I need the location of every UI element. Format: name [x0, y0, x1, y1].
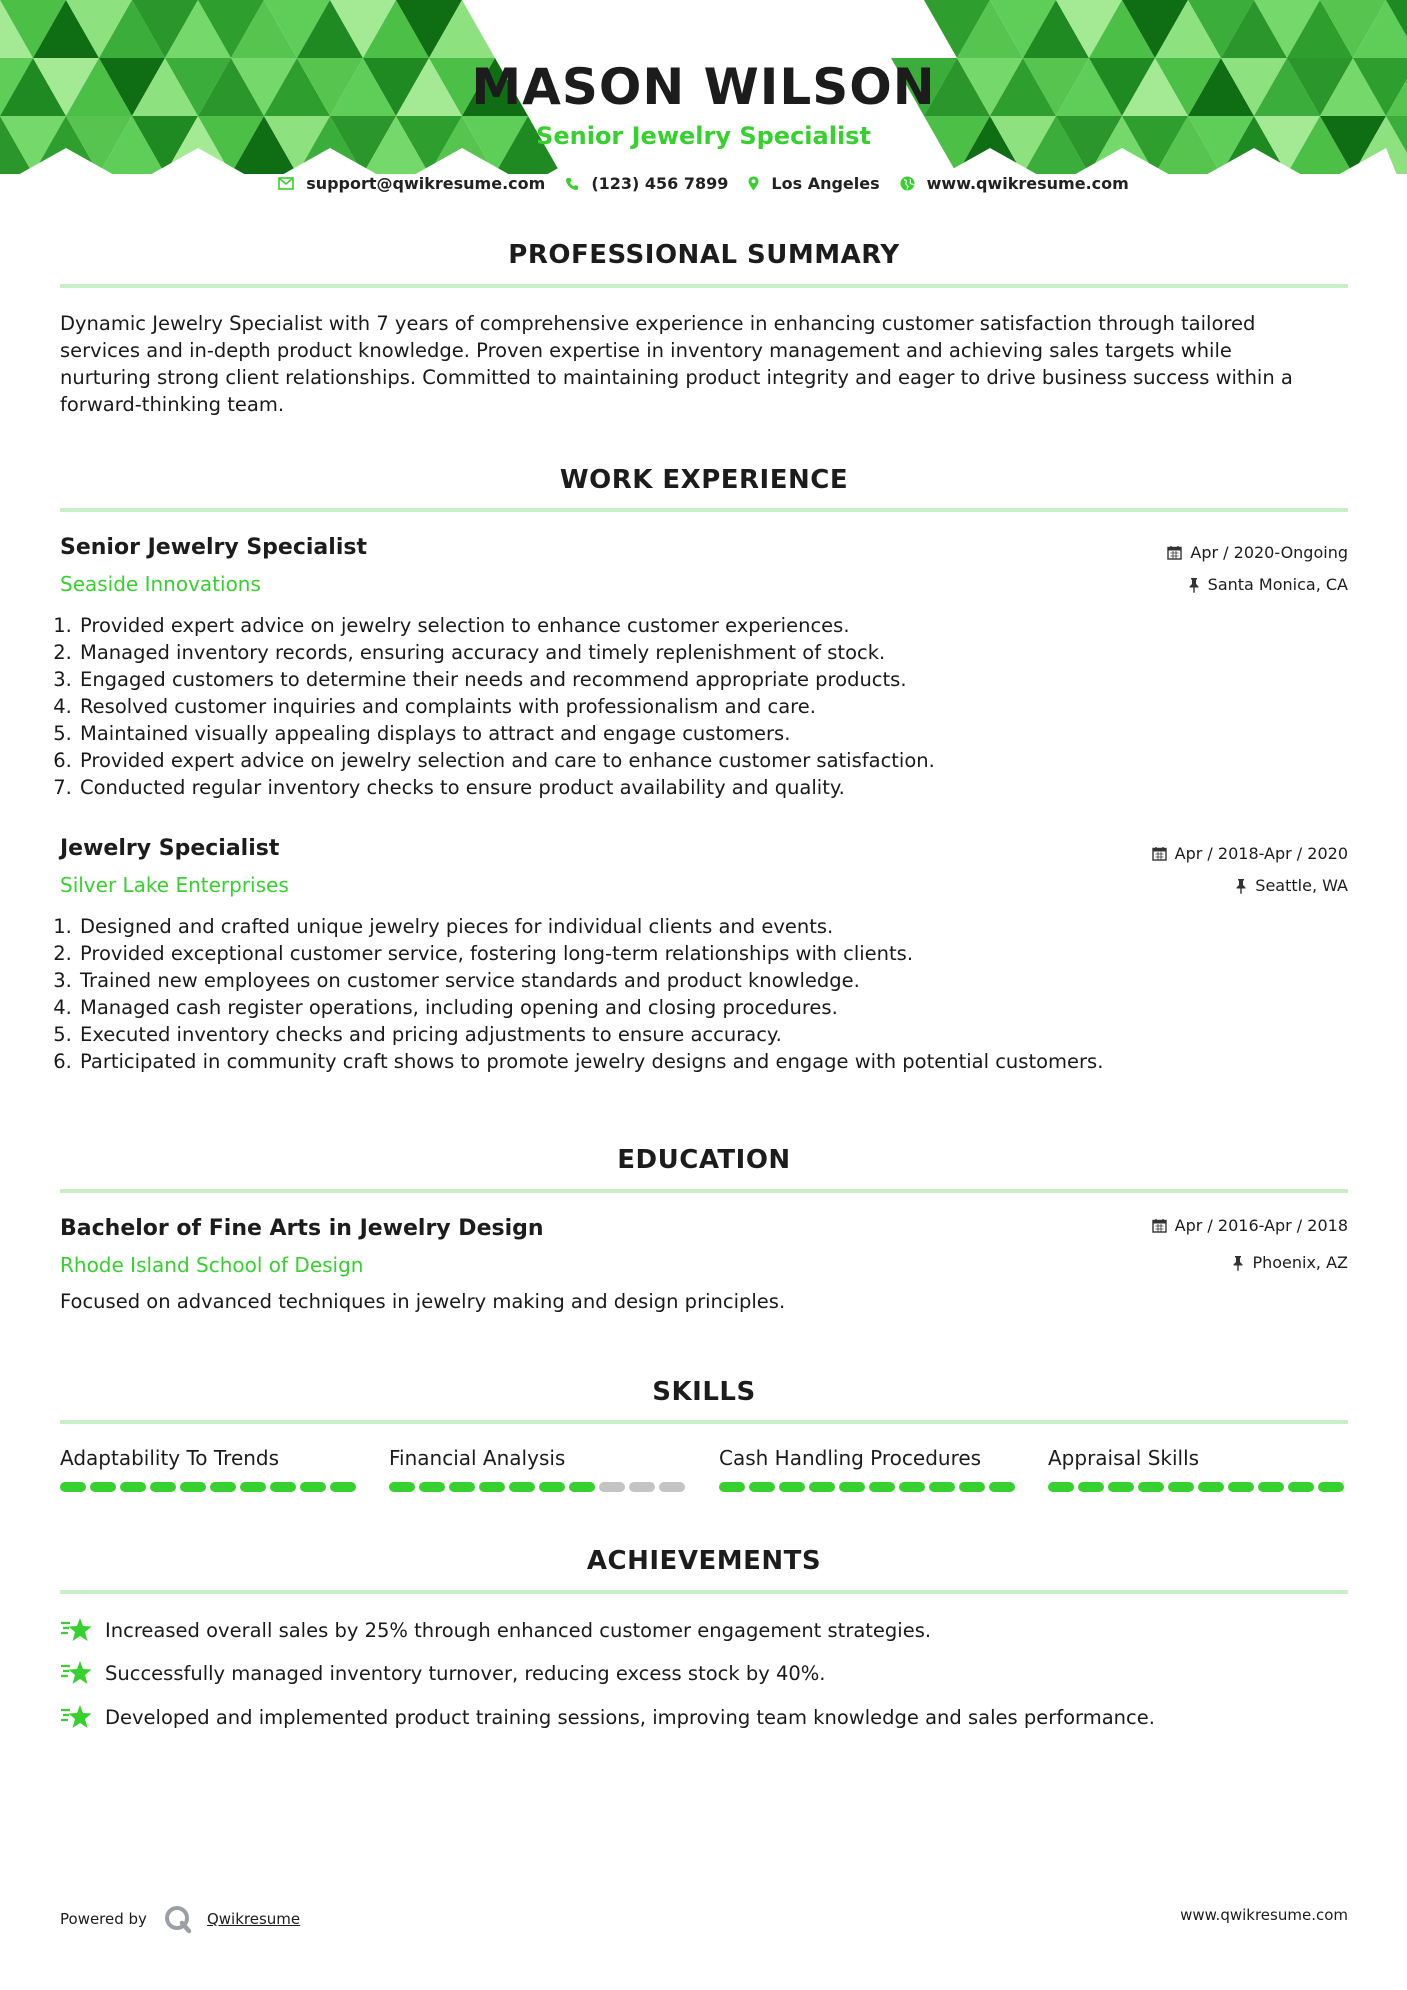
contact-website[interactable] — [900, 174, 1129, 193]
skill-item — [1048, 1446, 1348, 1492]
skill-rating-bar — [389, 1482, 689, 1492]
skill-segment-filled — [1108, 1482, 1134, 1492]
qwikresume-logo-icon — [163, 1904, 193, 1934]
envelope-icon — [278, 177, 294, 190]
skill-segment-filled — [300, 1482, 326, 1492]
skills-heading: SKILLS — [652, 1377, 756, 1407]
education-heading: EDUCATION — [617, 1145, 791, 1175]
phone-text: (123) 456 7899 — [591, 174, 729, 193]
star-icon — [60, 1703, 93, 1731]
summary-line: services and in-depth product knowledge. Proven expertise in inventory management and achieving sales targets while — [60, 339, 1232, 362]
education-location — [1232, 1253, 1348, 1272]
education-description: Focused on advanced techniques in jewelry making and design principles. — [60, 1290, 786, 1313]
skill-segment-filled — [869, 1482, 895, 1492]
list-item: 5. Maintained visually appealing displays to attract and engage customers. — [78, 720, 935, 747]
experience-heading: WORK EXPERIENCE — [559, 465, 849, 495]
list-item: 5. Executed inventory checks and pricing adjustments to ensure accuracy. — [78, 1021, 1103, 1048]
star-icon — [60, 1616, 93, 1644]
skill-rating-bar — [719, 1482, 1019, 1492]
skill-segment-empty — [599, 1482, 625, 1492]
pushpin-icon — [1232, 1255, 1244, 1271]
skills-divider — [60, 1420, 1348, 1424]
contact-email[interactable] — [278, 174, 545, 193]
degree-title: Bachelor of Fine Arts in Jewelry Design — [60, 1216, 544, 1241]
skill-segment-filled — [539, 1482, 565, 1492]
skill-segment-filled — [449, 1482, 475, 1492]
email-text: support@qwikresume.com — [306, 174, 546, 193]
footer-website[interactable]: www.qwikresume.com — [1180, 1906, 1348, 1924]
candidate-role: Senior Jewelry Specialist — [536, 122, 871, 150]
list-item: 7. Conducted regular inventory checks to ensure product availability and quality. — [78, 774, 935, 801]
list-item: 6. Provided expert advice on jewelry selection and care to enhance customer satisfaction. — [78, 747, 935, 774]
education-dates — [1152, 1216, 1348, 1235]
job-title: Jewelry Specialist — [60, 836, 280, 861]
achievements-heading: ACHIEVEMENTS — [586, 1546, 822, 1576]
job-dates-text: Apr / 2020-Ongoing — [1190, 543, 1348, 562]
skill-segment-filled — [899, 1482, 925, 1492]
job-bullets — [52, 612, 935, 801]
skill-segment-filled — [1078, 1482, 1104, 1492]
skill-segment-filled — [270, 1482, 296, 1492]
list-item: 3. Engaged customers to determine their needs and recommend appropriate products. — [78, 666, 935, 693]
star-icon — [60, 1659, 93, 1687]
skill-item — [60, 1446, 360, 1492]
skill-segment-filled — [809, 1482, 835, 1492]
list-item: 4. Resolved customer inquiries and complaints with professionalism and care. — [78, 693, 935, 720]
achievement-text: Increased overall sales by 25% through enhanced customer engagement strategies. — [105, 1618, 932, 1642]
skill-segment-filled — [1168, 1482, 1194, 1492]
job-company: Seaside Innovations — [60, 572, 261, 596]
education-divider — [60, 1189, 1348, 1193]
skill-segment-filled — [509, 1482, 535, 1492]
skill-segment-filled — [1138, 1482, 1164, 1492]
skill-segment-filled — [569, 1482, 595, 1492]
education-dates-text: Apr / 2016-Apr / 2018 — [1174, 1216, 1348, 1235]
summary-line: nurturing strong client relationships. Committed to maintaining product integrity and eager to drive business success within a — [60, 366, 1293, 389]
pushpin-icon — [1235, 878, 1247, 894]
skill-segment-filled — [210, 1482, 236, 1492]
summary-line: forward-thinking team. — [60, 393, 285, 416]
globe-icon — [900, 176, 915, 191]
list-item: 1. Designed and crafted unique jewelry pieces for individual clients and events. — [78, 913, 1103, 940]
skill-segment-filled — [240, 1482, 266, 1492]
job-location — [1188, 575, 1348, 594]
achievement-text: Developed and implemented product training sessions, improving team knowledge and sales performance. — [105, 1705, 1155, 1729]
candidate-name: MASON WILSON — [471, 58, 936, 116]
summary-heading: PROFESSIONAL SUMMARY — [508, 240, 900, 270]
education-location-text: Phoenix, AZ — [1252, 1253, 1348, 1272]
skill-segment-filled — [330, 1482, 356, 1492]
skill-segment-empty — [629, 1482, 655, 1492]
skill-segment-filled — [1258, 1482, 1284, 1492]
skill-segment-filled — [150, 1482, 176, 1492]
job-company: Silver Lake Enterprises — [60, 873, 289, 897]
phone-icon — [565, 177, 579, 191]
job-dates-text: Apr / 2018-Apr / 2020 — [1174, 844, 1348, 863]
skill-segment-filled — [90, 1482, 116, 1492]
skill-segment-filled — [749, 1482, 775, 1492]
calendar-icon — [1152, 846, 1167, 861]
contact-phone[interactable] — [565, 174, 728, 193]
achievement-item — [60, 1703, 1155, 1731]
skill-segment-filled — [479, 1482, 505, 1492]
achievement-item — [60, 1659, 826, 1687]
job-dates — [1167, 543, 1348, 562]
job-location-text: Seattle, WA — [1255, 876, 1348, 895]
skill-segment-filled — [60, 1482, 86, 1492]
achievement-text: Successfully managed inventory turnover, reducing excess stock by 40%. — [105, 1661, 826, 1685]
skill-segment-filled — [1228, 1482, 1254, 1492]
skill-label: Appraisal Skills — [1048, 1446, 1200, 1470]
skill-segment-filled — [1288, 1482, 1314, 1492]
skill-segment-filled — [389, 1482, 415, 1492]
contact-location — [748, 174, 879, 193]
skill-segment-filled — [1048, 1482, 1074, 1492]
skill-segment-empty — [659, 1482, 685, 1492]
list-item: 6. Participated in community craft shows to promote jewelry designs and engage with potential customers. — [78, 1048, 1103, 1075]
calendar-icon — [1152, 1218, 1167, 1233]
school-name: Rhode Island School of Design — [60, 1253, 364, 1277]
summary-text — [60, 310, 1348, 418]
powered-by-text: Powered by — [60, 1910, 147, 1928]
achievements-divider — [60, 1590, 1348, 1594]
job-location-text: Santa Monica, CA — [1207, 575, 1348, 594]
skill-segment-filled — [779, 1482, 805, 1492]
qwikresume-link[interactable]: Qwikresume — [206, 1910, 301, 1928]
pushpin-icon — [1188, 577, 1200, 593]
skill-segment-filled — [180, 1482, 206, 1492]
list-item: 3. Trained new employees on customer service standards and product knowledge. — [78, 967, 1103, 994]
location-text: Los Angeles — [771, 174, 880, 193]
job-location — [1235, 876, 1348, 895]
job-dates — [1152, 844, 1348, 863]
skill-rating-bar — [60, 1482, 360, 1492]
contact-bar — [0, 174, 1407, 193]
skill-label: Adaptability To Trends — [60, 1446, 280, 1470]
skill-label: Cash Handling Procedures — [719, 1446, 982, 1470]
website-text: www.qwikresume.com — [926, 174, 1129, 193]
list-item: 2. Provided exceptional customer service, fostering long-term relationships with clients. — [78, 940, 1103, 967]
calendar-icon — [1167, 545, 1182, 560]
skill-segment-filled — [120, 1482, 146, 1492]
map-pin-icon — [748, 176, 759, 191]
list-item: 2. Managed inventory records, ensuring accuracy and timely replenishment of stock. — [78, 639, 935, 666]
skill-label: Financial Analysis — [389, 1446, 566, 1470]
summary-line: Dynamic Jewelry Specialist with 7 years of comprehensive experience in enhancing customer satisfaction through tailored — [60, 312, 1256, 335]
skill-segment-filled — [419, 1482, 445, 1492]
skill-rating-bar — [1048, 1482, 1348, 1492]
skill-segment-filled — [1198, 1482, 1224, 1492]
achievement-item — [60, 1616, 931, 1644]
skill-segment-filled — [929, 1482, 955, 1492]
skill-item — [719, 1446, 1019, 1492]
job-bullets — [52, 913, 1103, 1075]
skill-segment-filled — [1318, 1482, 1344, 1492]
job-title: Senior Jewelry Specialist — [60, 535, 367, 560]
list-item: 1. Provided expert advice on jewelry selection to enhance customer experiences. — [78, 612, 935, 639]
footer-powered — [60, 1904, 300, 1934]
skill-item — [389, 1446, 689, 1492]
skill-segment-filled — [719, 1482, 745, 1492]
skill-segment-filled — [959, 1482, 985, 1492]
skill-segment-filled — [839, 1482, 865, 1492]
experience-divider — [60, 508, 1348, 512]
summary-divider — [60, 284, 1348, 288]
list-item: 4. Managed cash register operations, including opening and closing procedures. — [78, 994, 1103, 1021]
skill-segment-filled — [989, 1482, 1015, 1492]
